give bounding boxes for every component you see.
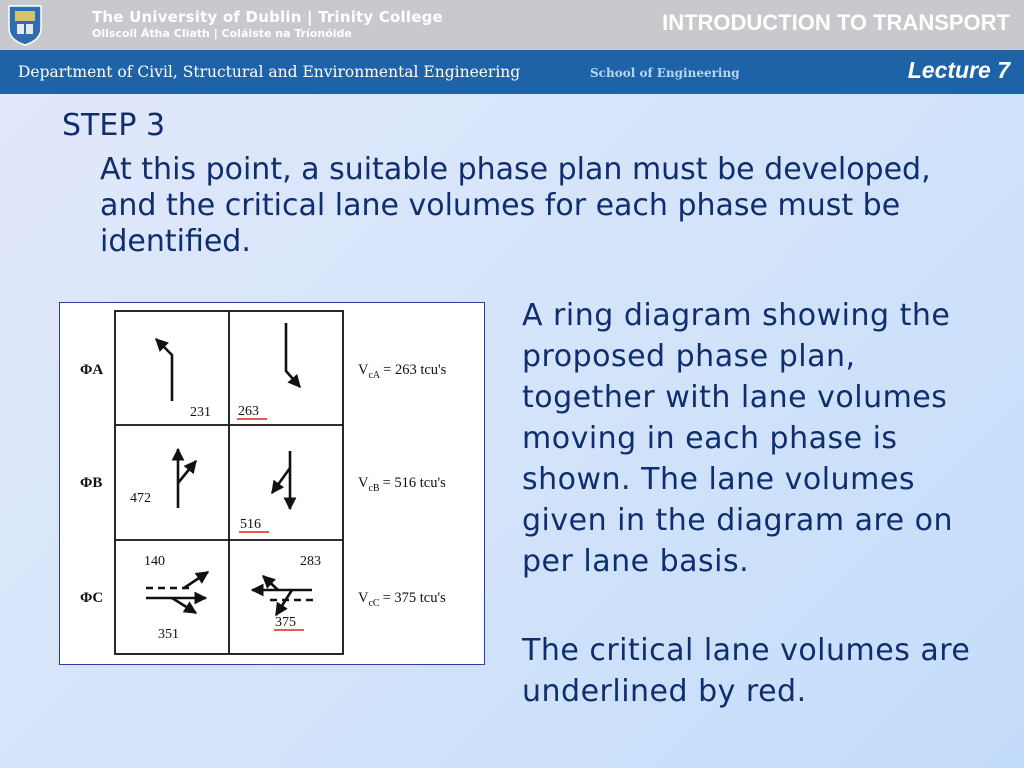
department-bar [0,50,1024,94]
lecture-number: Lecture 7 [907,57,1010,83]
phase-b-left-volume: 472 [130,491,151,506]
phase-c-left-movement-arrows [146,572,208,613]
course-title: INTRODUCTION TO TRANSPORT [662,10,1010,35]
phase-b-right-movement-arrow [272,451,290,509]
university-header-bar [0,0,1024,50]
critical-note: The critical lane volumes are underlined by red. [522,633,971,709]
phase-c-critical-volume: $V_{cC} = 375$ tcu's [358,590,446,609]
phase-a-right-movement-arrow [286,323,300,387]
phase-b-label: ΦB [80,475,103,491]
intro-paragraph: At this point, a suitable phase plan must be developed, and the critical lane volumes for each phase must be identified. [100,152,931,259]
ring-diagram [60,303,486,666]
ring-diagram-figure [59,302,485,665]
university-name: The University of Dublin | Trinity College [92,8,443,26]
university-crest-icon [7,4,43,46]
school-name: School of Engineering [590,66,740,80]
phase-c-right-volume-top: 283 [300,554,321,569]
phase-c-right-volume-bottom: 375 [275,615,296,630]
step-heading: STEP 3 [62,108,166,143]
phase-a-left-movement-arrow [156,339,172,401]
department-name: Department of Civil, Structural and Environmental Engineering [18,63,521,81]
phase-b-critical-volume: $V_{cB} = 516$ tcu's [358,475,446,494]
diagram-description: A ring diagram showing the proposed phase plan, together with lane volumes moving in each phase is shown. The lane volumes given in the diagram are on per lane basis. [522,298,953,579]
phase-a-left-volume: 231 [190,405,211,420]
phase-c-left-volume-top: 140 [144,554,165,569]
phase-a-critical-volume: $V_{cA} = 263$ tcu's [358,362,447,381]
university-name-irish: Ollscoil Átha Cliath | Coláiste na Tríonóide [92,27,352,40]
phase-c-label: ΦC [80,590,104,606]
phase-b-left-movement-arrow [178,449,196,508]
phase-c-right-movement-arrows [252,576,313,615]
phase-c-left-volume-bottom: 351 [158,627,179,642]
phase-b-right-volume: 516 [240,517,261,532]
phase-a-right-volume: 263 [238,404,259,419]
diagram-grid [115,311,343,654]
phase-a-label: ΦA [80,362,104,378]
